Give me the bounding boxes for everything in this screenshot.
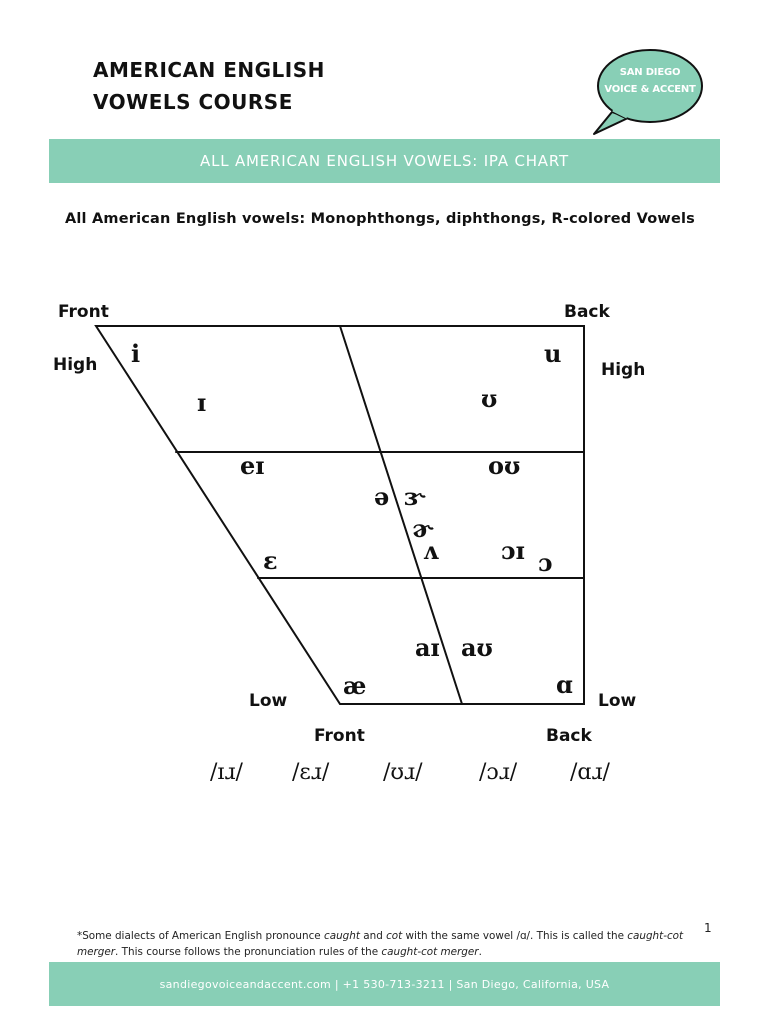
r-colored-vowel: /ɑɹ/ — [570, 760, 610, 785]
page-number: 1 — [704, 921, 712, 935]
footnote-text: . This course follows the pronunciation rules of the — [115, 946, 382, 958]
footnote-word: caught — [324, 930, 360, 942]
footnote — [77, 928, 717, 960]
vowel-lax-u: ʊ — [481, 384, 498, 413]
vowel-schwar-stressed: ɝ — [404, 482, 426, 511]
label-back-bottom: Back — [546, 726, 592, 746]
vowel-lax-i: ɪ — [197, 388, 207, 417]
vowel-schwa: ə — [374, 482, 390, 511]
vowel-ai: aɪ — [415, 633, 440, 662]
course-title-line1: AMERICAN ENGLISH — [93, 58, 325, 82]
footnote-text: *Some dialects of American English pronounce — [77, 930, 325, 942]
vowel-oi: ɔɪ — [501, 536, 525, 565]
r-colored-vowel: /ɔɹ/ — [479, 760, 518, 785]
r-colored-vowel: /ɛɹ/ — [292, 760, 330, 785]
vowel-ae: æ — [343, 671, 367, 700]
vowel-i: i — [131, 339, 141, 368]
footnote-text: with the same vowel /ɑ/. This is called the — [402, 930, 628, 942]
label-back-top: Back — [564, 302, 610, 322]
vowel-wedge: ʌ — [423, 536, 439, 565]
vowel-epsilon: ɛ — [263, 546, 278, 575]
r-colored-vowel: /ʊɹ/ — [383, 760, 423, 785]
r-colored-vowel: /ɪɹ/ — [210, 760, 243, 785]
footnote-text: and — [359, 930, 387, 942]
footnote-text: . — [478, 946, 482, 958]
banner-text: ALL AMERICAN ENGLISH VOWELS: IPA CHART — [200, 152, 569, 170]
label-low-left: Low — [249, 691, 288, 711]
logo-line1: SAN DIEGO — [619, 67, 681, 78]
vowel-schwar: ɚ — [412, 514, 434, 543]
vowel-au: aʊ — [461, 633, 493, 662]
vowel-open-o: ɔ — [538, 548, 553, 577]
label-high-left: High — [53, 355, 98, 375]
label-front-bottom: Front — [314, 726, 365, 746]
logo-line2: VOICE & ACCENT — [604, 84, 696, 95]
vowel-ou: oʊ — [488, 451, 521, 480]
vowel-ei: eɪ — [240, 451, 265, 480]
footnote-term: caught-cot merger — [77, 930, 684, 958]
contact-footer — [49, 962, 720, 1006]
label-high-right: High — [601, 360, 646, 380]
footnote-term: caught-cot merger — [381, 946, 479, 958]
label-low-right: Low — [598, 691, 637, 711]
vowel-u: u — [544, 339, 562, 368]
footnote-word: cot — [386, 930, 403, 942]
vowel-script-a: ɑ — [556, 670, 573, 699]
course-title-line2: VOWELS COURSE — [93, 90, 293, 114]
label-front-top: Front — [58, 302, 109, 322]
footer-text[interactable]: sandiegovoiceandaccent.com | +1 530-713-3211 | San Diego, California, USA — [159, 977, 610, 991]
central-divider — [340, 326, 462, 704]
chart-subtitle: All American English vowels: Monophthongs, diphthongs, R-colored Vowels — [64, 211, 696, 227]
trapezoid-outline — [96, 326, 584, 704]
